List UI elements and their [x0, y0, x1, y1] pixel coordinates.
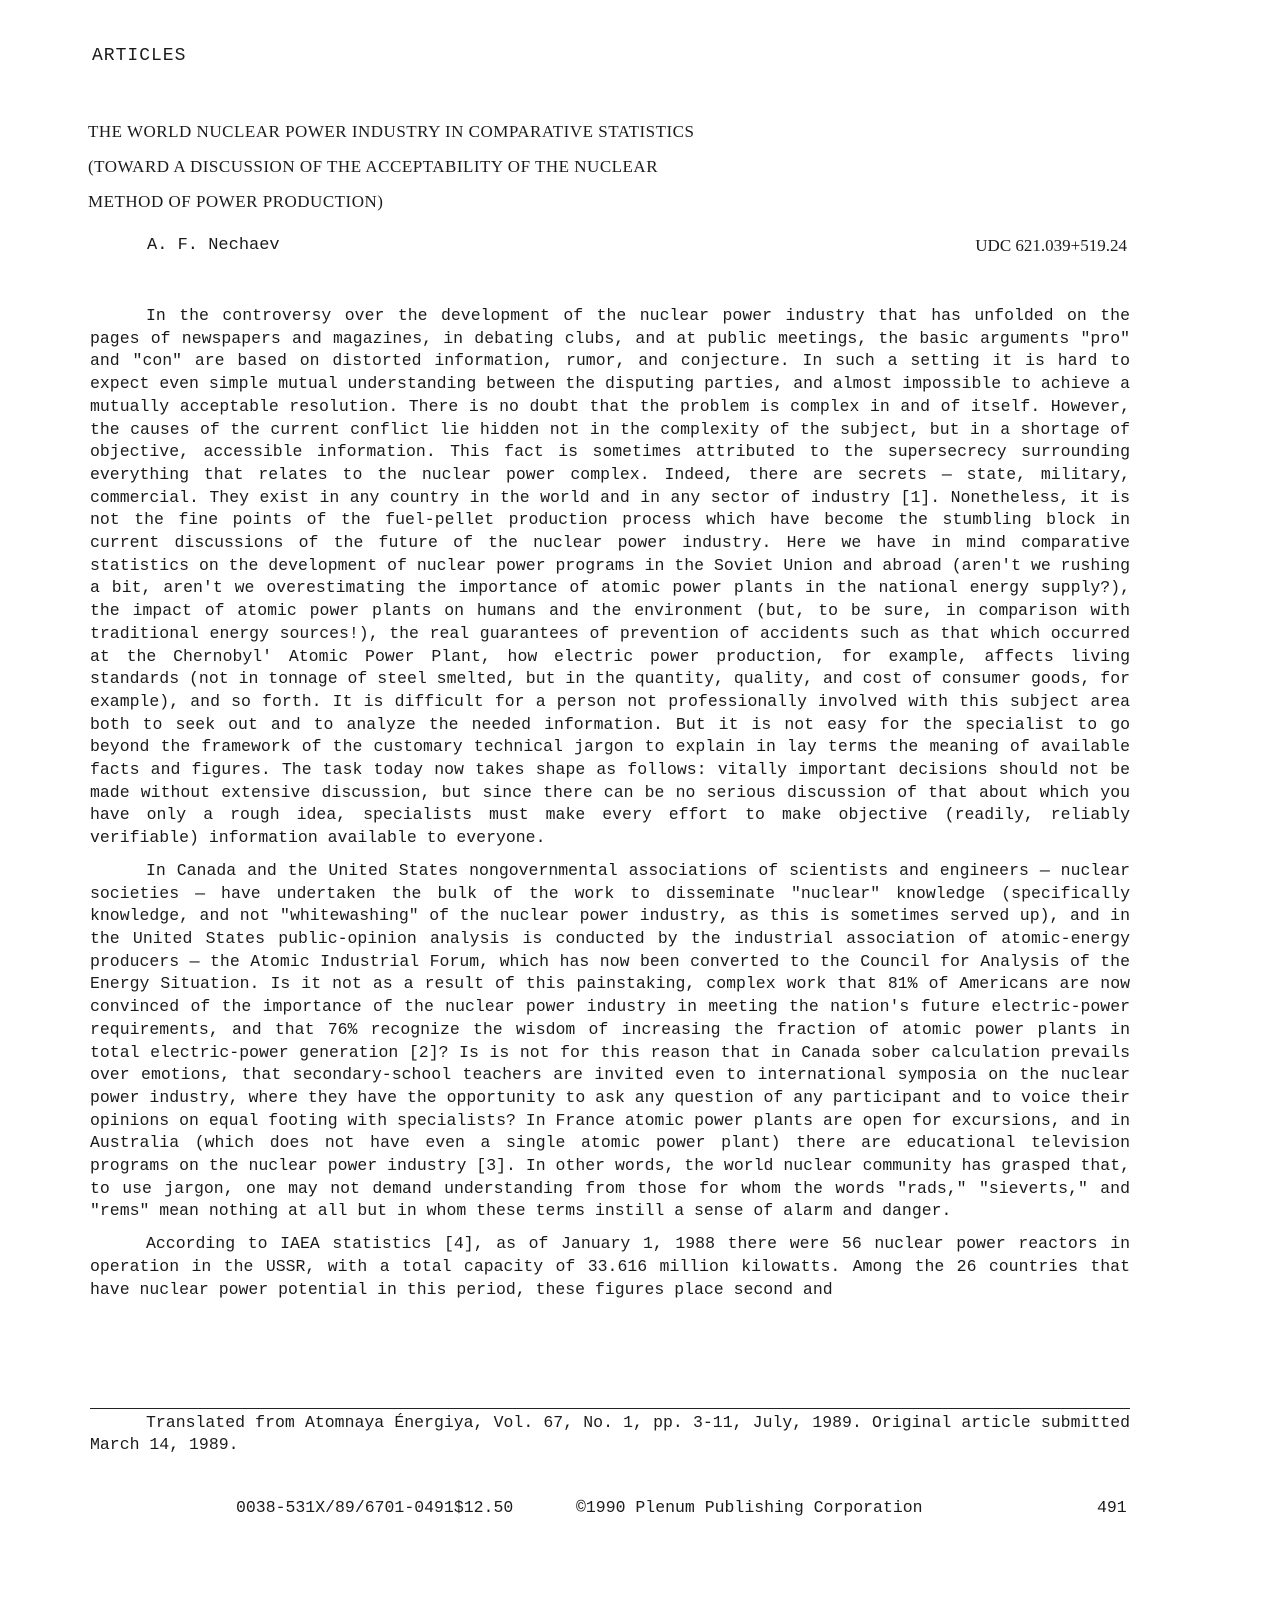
section-label: ARTICLES: [92, 46, 187, 66]
paragraph: According to IAEA statistics [4], as of January 1, 1988 there were 56 nuclear power reactors in operation in the USSR, with a total capacity of 33.616 million kilowatts. Among the 26 countries that have nuclear power potential in this period, these figures place second and: [90, 1234, 1130, 1299]
page-number: 491: [1097, 1498, 1127, 1517]
footnote-divider: [90, 1408, 1130, 1409]
paragraph: In the controversy over the development of the nuclear power industry that has unfolded on the pages of newspapers and magazines, in debating clubs, and at public meetings, the basic arguments "pro" and "con" are based on distorted information, rumor, and conjecture. In such a setting it is hard to expect even simple mutual understanding between the disputing parties, and almost impossible to achieve a mutually acceptable resolution. There is no doubt that the problem is complex in and of itself. However, the causes of the current conflict lie hidden not in the complexity of the subject, but in a shortage of objective, accessible information. This fact is sometimes attributed to the supersecrecy surrounding everything that relates to the nuclear power complex. Indeed, there are secrets — state, military, commercial. They exist in any country in the world and in any sector of industry [1]. Nonetheless, it is not the fine points of the fuel-pellet production process which have become the stumbling block in current discussions of the future of the nuclear power industry. Here we have in mind comparative statistics on the development of nuclear power programs in the Soviet Union and abroad (aren't we rushing a bit, aren't we overestimating the importance of atomic power plants in the national energy supply?), the impact of atomic power plants on humans and the environment (but, to be sure, in comparison with traditional energy sources!), the real guarantees of prevention of accidents such as that which occurred at the Chernobyl' Atomic Power Plant, how electric power production, for example, affects living standards (not in tonnage of steel smelted, but in the quantity, quality, and cost of consumer goods, for example), and so forth. It is difficult for a person not professionally involved with this subject area both to seek out and to analyze the needed information. But it is not easy for the specialist to go beyond the framework of the customary technical jargon to explain in lay terms the meaning of available facts and figures. The task today now takes shape as follows: vitally important decisions should not be made without extensive discussion, but since there can be no serious discussion of that about which you have only a rough idea, specialists must make every effort to make objective (readily, reliably verifiable) information available to everyone.: [90, 306, 1130, 848]
title-line: METHOD OF POWER PRODUCTION): [88, 192, 384, 211]
author-name: A. F. Nechaev: [147, 236, 280, 255]
copyright-notice: ©1990 Plenum Publishing Corporation: [576, 1498, 923, 1517]
translation-footnote: Translated from Atomnaya Énergiya, Vol. 67, No. 1, pp. 3-11, July, 1989. Original article submitted March 14, 1989.: [90, 1413, 1130, 1454]
udc-code: UDC 621.039+519.24: [975, 236, 1127, 255]
article-body: [90, 305, 1130, 1311]
paragraph: In Canada and the United States nongovernmental associations of scientists and engineers — nuclear societies — have undertaken the bulk of the work to disseminate "nuclear" knowledge (specifically knowledge, and not "whitewashing" of the nuclear power industry, as this is sometimes served up), and in the United States public-opinion analysis is conducted by the industrial association of atomic-energy producers — the Atomic Industrial Forum, which has now been converted to the Council for Analysis of the Energy Situation. Is it not as a result of this painstaking, complex work that 81% of Americans are now convinced of the importance of the nuclear power industry in meeting the nation's future electric-power requirements, and that 76% recognize the wisdom of increasing the fraction of atomic power plants in total electric-power generation [2]? Is is not for this reason that in Canada sober calculation prevails over emotions, that secondary-school teachers are invited even to international symposia on the nuclear power industry, where they have the opportunity to ask any question of any participant and to voice their opinions on equal footing with specialists? In France atomic power plants are open for excursions, and in Australia (which does not have even a single atomic power plant) there are educational television programs on the nuclear power industry [3]. In other words, the world nuclear community has grasped that, to use jargon, one may not demand understanding from those for whom the words "rads," "sieverts," and "rems" mean nothing at all but in whom these terms instill a sense of alarm and danger.: [90, 860, 1130, 1221]
title-line: THE WORLD NUCLEAR POWER INDUSTRY IN COMPARATIVE STATISTICS: [88, 122, 695, 141]
article-title: [88, 118, 808, 223]
journal-code: 0038-531X/89/6701-0491$12.50: [236, 1498, 514, 1517]
title-line: (TOWARD A DISCUSSION OF THE ACCEPTABILITY OF THE NUCLEAR: [88, 157, 659, 176]
